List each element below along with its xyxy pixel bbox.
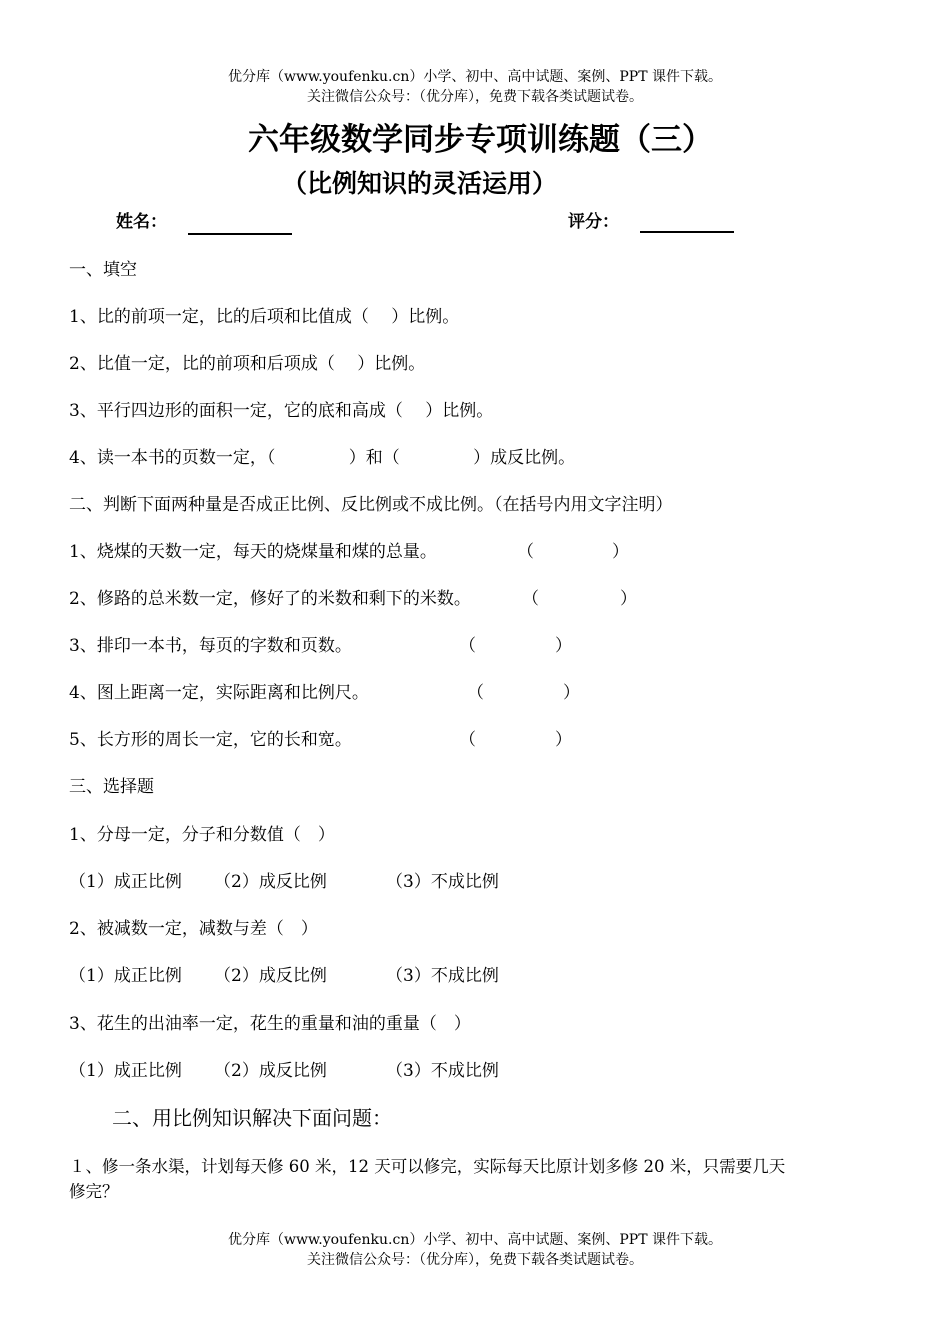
header-line-1: 优分库（www.youfenku.cn）小学、初中、高中试题、案例、PPT 课件下载。 (227, 69, 722, 85)
footer-line-2: 关注微信公众号：（优分库），免费下载各类试题试卷。 (307, 1252, 643, 1268)
choice-1-option-2: （2）成反比例 (214, 872, 327, 892)
fill-question-3: 3、平行四边形的面积一定，它的底和高成（ ）比例。 (69, 401, 494, 421)
footer-line-1: 优分库（www.youfenku.cn）小学、初中、高中试题、案例、PPT 课件下载。 (227, 1232, 722, 1248)
judge-question-4: 4、图上距离一定，实际距离和比例尺。 (69, 683, 369, 703)
choice-question-2: 2、被减数一定，减数与差（ ） (69, 919, 318, 939)
header-line-2: 关注微信公众号：（优分库），免费下载各类试题试卷。 (307, 89, 643, 105)
section-fill-blank-heading: 一、填空 (69, 260, 137, 280)
judge-paren-open-4: （ (467, 683, 484, 703)
fill-question-2: 2、比值一定，比的前项和后项成（ ）比例。 (69, 354, 426, 374)
name-label: 姓名： (116, 212, 167, 232)
page-title: 六年级数学同步专项训练题（三） (248, 122, 713, 158)
choice-question-3: 3、花生的出油率一定，花生的重量和油的重量（ ） (69, 1014, 471, 1034)
judge-paren-close-3: ） (555, 636, 572, 656)
choice-2-option-2: （2）成反比例 (214, 966, 327, 986)
judge-question-2: 2、修路的总米数一定，修好了的米数和剩下的米数。 (69, 589, 471, 609)
judge-paren-open-5: （ (459, 730, 476, 750)
choice-3-option-3: （3）不成比例 (386, 1061, 499, 1081)
choice-1-option-1: （1）成正比例 (69, 872, 182, 892)
fill-question-1: 1、比的前项一定，比的后项和比值成（ ）比例。 (69, 307, 460, 327)
judge-paren-open-1: （ (517, 542, 534, 562)
score-blank[interactable] (640, 231, 734, 233)
page-subtitle: （比例知识的灵活运用） (282, 169, 558, 198)
score-label: 评分： (568, 212, 619, 232)
section-problem-heading: 二、用比例知识解决下面问题： (112, 1106, 392, 1130)
judge-question-5: 5、长方形的周长一定，它的长和宽。 (69, 730, 352, 750)
choice-1-option-3: （3）不成比例 (386, 872, 499, 892)
name-blank[interactable] (188, 233, 292, 235)
judge-question-1: 1、烧煤的天数一定，每天的烧煤量和煤的总量。 (69, 542, 437, 562)
judge-paren-open-2: （ (522, 589, 539, 609)
choice-question-1: 1、分母一定，分子和分数值（ ） (69, 825, 335, 845)
judge-paren-close-2: ） (620, 589, 637, 609)
problem-1-line-1: １、修一条水渠，计划每天修 60 米，12 天可以修完，实际每天比原计划多修 20 米，只需要几天 (69, 1157, 786, 1176)
section-choice-heading: 三、选择题 (69, 777, 154, 797)
choice-2-option-3: （3）不成比例 (386, 966, 499, 986)
judge-paren-close-5: ） (555, 730, 572, 750)
choice-3-option-2: （2）成反比例 (214, 1061, 327, 1081)
section-judge-heading: 二、判断下面两种量是否成正比例、反比例或不成比例。（在括号内用文字注明） (69, 495, 673, 515)
judge-paren-close-1: ） (612, 542, 629, 562)
problem-1-line-2: 修完？ (69, 1182, 119, 1201)
choice-2-option-1: （1）成正比例 (69, 966, 182, 986)
judge-question-3: 3、排印一本书，每页的字数和页数。 (69, 636, 352, 656)
fill-question-4: 4、读一本书的页数一定，（ ）和（ ）成反比例。 (69, 448, 576, 468)
choice-3-option-1: （1）成正比例 (69, 1061, 182, 1081)
judge-paren-open-3: （ (459, 636, 476, 656)
judge-paren-close-4: ） (563, 683, 580, 703)
